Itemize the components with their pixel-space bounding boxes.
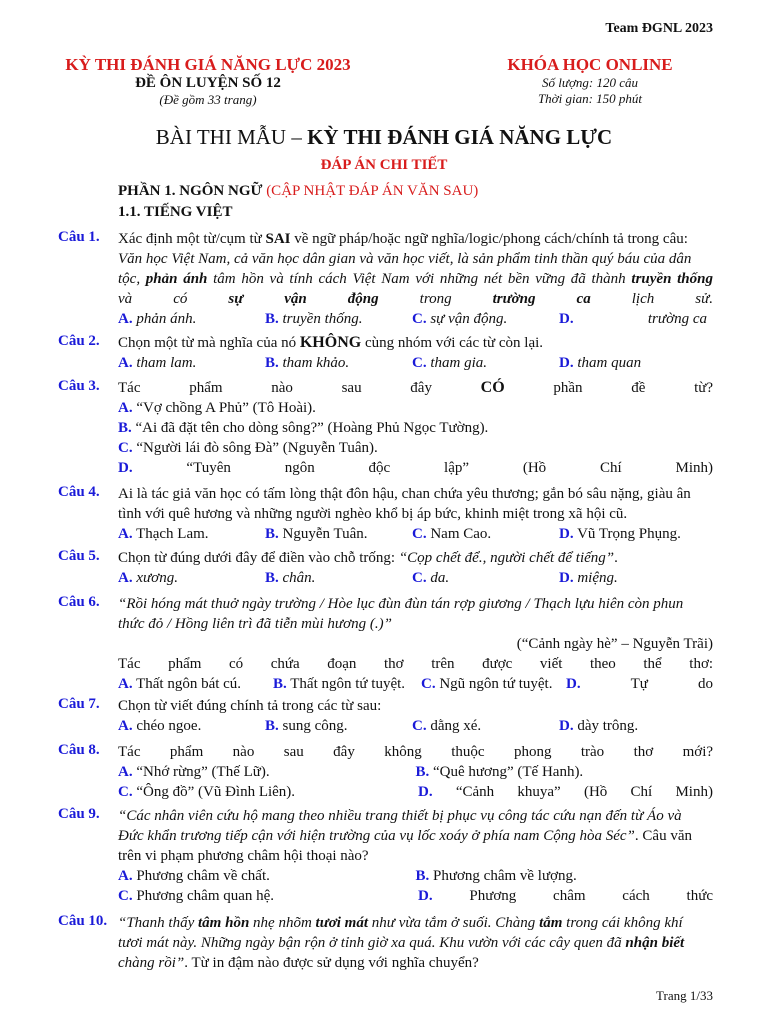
question-5-label: Câu 5. bbox=[58, 548, 100, 564]
question-9-options-row2 bbox=[118, 886, 713, 906]
question-1-label: Câu 1. bbox=[58, 229, 100, 245]
question-9-options-row1 bbox=[118, 866, 713, 886]
page-title: BÀI THI MẪU – KỲ THI ĐÁNH GIÁ NĂNG LỰC bbox=[155, 125, 613, 149]
option-d[interactable]: D. Vũ Trọng Phụng. bbox=[559, 526, 681, 542]
question-6: “Rồi hóng mát thuở ngày trường / Hòe lục đùn đùn tán rợp giương / Thạch lựu hiên còn phun thức đỏ / Hồng liên trì đã tiễn mùi hương (.)” (“Cảnh ngày hè” – Nguyễn Trãi) Tác phẩm có chứa đoạn thơ trên được viết theo thể thơ: A. Thất ngôn bát cú. B. Thất ngôn tứ tuyệt. C. Ngũ ngôn tứ tuyệt. D. Tự do bbox=[118, 596, 714, 692]
question-1-options bbox=[118, 309, 713, 329]
option-c[interactable]: C. tham gia. bbox=[412, 355, 488, 371]
option-a[interactable]: A. Thất ngôn bát cú. bbox=[118, 676, 242, 692]
option-c[interactable]: C. Nam Cao. bbox=[412, 526, 492, 542]
option-d[interactable]: D. Phương châm cách thức bbox=[418, 888, 713, 904]
question-6-label: Câu 6. bbox=[58, 594, 100, 610]
exam-number: ĐỀ ÔN LUYỆN SỐ 12 bbox=[135, 75, 281, 91]
question-2: Chọn một từ mà nghĩa của nó KHÔNG cùng nhóm với các từ còn lại. A. tham lam. B. tham khảo. C. tham gia. D. tham quan bbox=[118, 333, 713, 373]
question-1: Xác định một từ/cụm từ SAI về ngữ pháp/hoặc ngữ nghĩa/logic/phong cách/chính tả trong câu: Văn học Việt Nam, cả văn học dân gian và văn học viết, là sản phẩm tinh thần quý báu của dân tộc, phản ánh tâm hồn và tính cách Việt Nam với những nét bền vững đã thành truyền thống và có sự vận động trong trường ca lịch sử. A. phản ánh. B. truyền thống. C. sự vận động. D. trường ca bbox=[118, 231, 714, 327]
question-4-label: Câu 4. bbox=[58, 484, 100, 500]
option-b[interactable]: B. Nguyễn Tuân. bbox=[265, 526, 368, 542]
option-c[interactable]: C. “Ông đồ” (Vũ Đình Liên). bbox=[118, 784, 296, 800]
option-d[interactable]: D. Tự do bbox=[566, 676, 713, 692]
option-d[interactable]: D. “Cảnh khuya” (Hồ Chí Minh) bbox=[418, 784, 713, 800]
option-a[interactable]: A. “Vợ chồng A Phủ” (Tô Hoài). bbox=[118, 400, 316, 416]
question-2-label: Câu 2. bbox=[58, 333, 100, 349]
part-heading: PHẦN 1. NGÔN NGỮ (CẬP NHẬT ĐÁP ÁN VĂN SAU) bbox=[118, 183, 479, 199]
option-d[interactable]: D. “Tuyên ngôn độc lập” (Hồ Chí Minh) bbox=[118, 460, 714, 476]
question-9: “Các nhân viên cứu hộ mang theo nhiều trang thiết bị phục vụ công tác cứu nạn đến từ Áo và Đức khẩn trương tiếp cận với hiện trường của vụ lốc xoáy ở phía nam Cộng hòa Séc”. Câu văn trên vi phạm phương châm hội thoại nào? A. Phương châm về chất. B. Phương châm về lượng. C. Phương châm quan hệ. D. Phương châm cách thức bbox=[118, 808, 713, 904]
page-count-note: (Đề gồm 33 trang) bbox=[159, 92, 257, 107]
question-2-options bbox=[118, 353, 713, 373]
question-4: Ai là tác giả văn học có tấm lòng thật đôn hậu, chan chứa yêu thương; gắn bó sâu nặng, giàu ân tình với quê hương và những người nghèo khổ bị áp bức, khinh miệt trong xã hội cũ. A. Thạch Lam. B. Nguyễn Tuân. C. Nam Cao. D. Vũ Trọng Phụng. bbox=[118, 484, 713, 544]
question-6-options bbox=[118, 674, 713, 694]
option-a[interactable]: A. tham lam. bbox=[118, 355, 197, 371]
option-a[interactable]: A. xương. bbox=[118, 570, 178, 586]
option-a[interactable]: A. Phương châm về chất. bbox=[118, 868, 270, 884]
option-a[interactable]: A. Thạch Lam. bbox=[118, 526, 209, 542]
option-c[interactable]: C. dằng xé. bbox=[412, 718, 482, 734]
page-number: Trang 1/33 bbox=[656, 988, 713, 1003]
poem-source: (“Cảnh ngày hè” – Nguyễn Trãi) bbox=[516, 636, 713, 652]
option-b[interactable]: B. “Quê hương” (Tế Hanh). bbox=[415, 764, 584, 780]
question-8-label: Câu 8. bbox=[58, 742, 100, 758]
option-b[interactable]: B. “Ai đã đặt tên cho dòng sông?” (Hoàng Phủ Ngọc Tường). bbox=[118, 420, 489, 436]
option-c[interactable]: C. Phương châm quan hệ. bbox=[118, 888, 275, 904]
option-b[interactable]: B. Thất ngôn tứ tuyệt. bbox=[273, 676, 406, 692]
option-b[interactable]: B. sung công. bbox=[265, 718, 348, 734]
option-b[interactable]: B. truyền thống. bbox=[265, 311, 363, 327]
page-subtitle: ĐÁP ÁN CHI TIẾT bbox=[320, 157, 448, 173]
exam-header-right bbox=[470, 55, 710, 107]
question-9-label: Câu 9. bbox=[58, 806, 100, 822]
option-d[interactable]: D. miệng. bbox=[559, 570, 618, 586]
question-3: Tác phẩm nào sau đây CÓ phần đề từ? A. “Vợ chồng A Phủ” (Tô Hoài). B. “Ai đã đặt tên cho dòng sông?” (Hoàng Phủ Ngọc Tường). C. “Người lái đò sông Đà” (Nguyễn Tuân). D. “Tuyên ngôn độc lập” (Hồ Chí Minh) bbox=[118, 379, 714, 476]
option-c[interactable]: C. da. bbox=[412, 570, 450, 586]
option-b[interactable]: B. Phương châm về lượng. bbox=[415, 868, 577, 884]
exam-name: KỲ THI ĐÁNH GIÁ NĂNG LỰC 2023 bbox=[65, 55, 351, 74]
option-d[interactable]: D. tham quan bbox=[559, 355, 642, 371]
option-d[interactable]: D. dày trông. bbox=[559, 718, 639, 734]
option-b[interactable]: B. chân. bbox=[265, 570, 316, 586]
question-10-label: Câu 10. bbox=[58, 913, 108, 929]
question-8: Tác phẩm nào sau đây không thuộc phong trào thơ mới? A. “Nhớ rừng” (Thế Lữ). B. “Quê hương” (Tế Hanh). C. “Ông đồ” (Vũ Đình Liên). D. “Cảnh khuya” (Hồ Chí Minh) bbox=[118, 744, 714, 800]
question-5: Chọn từ đúng dưới đây để điền vào chỗ trống: “Cọp chết để., người chết để tiếng”. A. xương. B. chân. C. da. D. miệng. bbox=[118, 548, 713, 588]
question-5-options bbox=[118, 568, 713, 588]
option-c[interactable]: C. sự vận động. bbox=[412, 311, 508, 327]
question-4-options bbox=[118, 524, 713, 544]
team-label: Team ĐGNL 2023 bbox=[605, 21, 713, 36]
option-c[interactable]: C. “Người lái đò sông Đà” (Nguyễn Tuân). bbox=[118, 440, 378, 456]
option-a[interactable]: A. phản ánh. bbox=[118, 311, 197, 327]
question-7: Chọn từ viết đúng chính tả trong các từ sau: A. chéo ngoe. B. sung công. C. dằng xé. D. dày trông. bbox=[118, 696, 713, 736]
option-c[interactable]: C. Ngũ ngôn tứ tuyệt. bbox=[421, 676, 553, 692]
question-3-label: Câu 3. bbox=[58, 378, 100, 394]
option-b[interactable]: B. tham khảo. bbox=[265, 355, 350, 371]
exam-header-left bbox=[58, 55, 358, 108]
time-limit: Thời gian: 150 phút bbox=[537, 91, 643, 106]
section-heading: 1.1. TIẾNG VIỆT bbox=[118, 204, 233, 220]
course-name: KHÓA HỌC ONLINE bbox=[507, 55, 673, 74]
question-7-options bbox=[118, 716, 713, 736]
question-count: Số lượng: 120 câu bbox=[542, 75, 638, 90]
option-a[interactable]: A. chéo ngoe. bbox=[118, 718, 202, 734]
question-8-options-row2 bbox=[118, 782, 713, 802]
option-d[interactable]: D. trường ca bbox=[559, 311, 707, 327]
question-10: “Thanh thấy tâm hồn nhẹ nhõm tươi mát như vừa tắm ở suối. Chàng tắm trong cái không khí tươi mát này. Những ngày bận rộn ở tỉnh giờ xa quá. Khu vườn với các cây quen đã nhận biết chàng rồi”. Từ in đậm nào được sử dụng với nghĩa chuyển? bbox=[118, 915, 685, 971]
question-7-label: Câu 7. bbox=[58, 696, 100, 712]
option-a[interactable]: A. “Nhớ rừng” (Thế Lữ). bbox=[118, 764, 270, 780]
question-8-options-row1 bbox=[118, 762, 713, 782]
